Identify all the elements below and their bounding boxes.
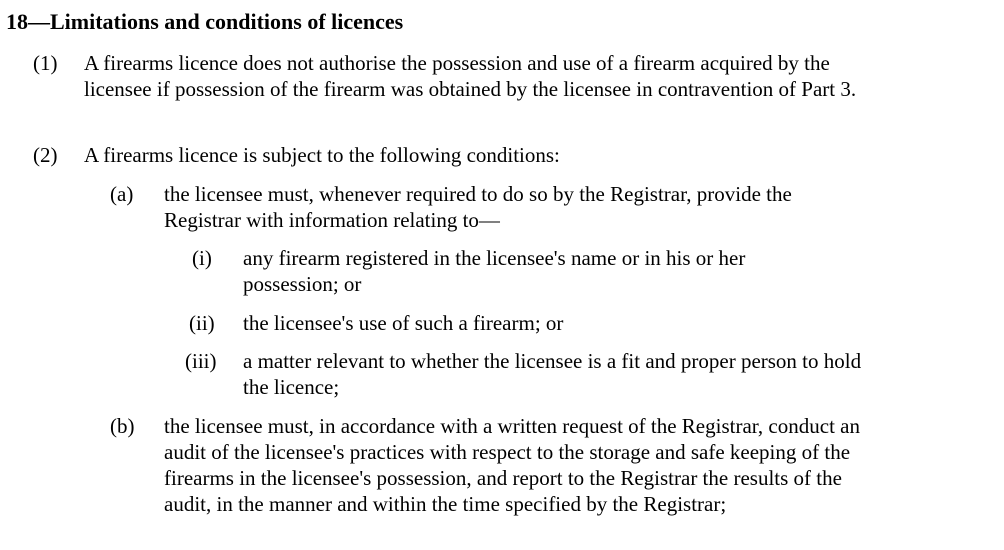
paragraph-b-text: the licensee must, in accordance with a written request of the Registrar, conduct an audit of the licensee's practices with respect to the storage and safe keeping of the firearms in the licensee's possession, and report to the Registrar the results of the audit, in the manner and within the time specified by the Registrar; xyxy=(164,414,860,516)
subsection-2-number: (2) xyxy=(33,143,58,167)
subsection-1-text: A firearms licence does not authorise the possession and use of a firearm acquired by the licensee if possession of the firearm was obtained by the licensee in contravention of Part 3. xyxy=(84,51,857,101)
subsection-2-text: A firearms licence is subject to the following conditions: xyxy=(84,143,560,167)
subparagraph-ii-text: the licensee's use of such a firearm; or xyxy=(243,311,564,335)
subparagraph-i-number: (i) xyxy=(192,246,212,270)
subparagraph-ii-number: (ii) xyxy=(189,311,215,335)
section-heading: 18—Limitations and conditions of licences xyxy=(6,9,404,34)
subparagraph-iii-number: (iii) xyxy=(185,349,217,373)
subsection-1-number: (1) xyxy=(33,51,58,75)
subparagraph-i-text: any firearm registered in the licensee's name or in his or her possession; or xyxy=(243,246,746,296)
paragraph-a-text: the licensee must, whenever required to do so by the Registrar, provide the Registrar with information relating to— xyxy=(164,182,792,232)
paragraph-a-number: (a) xyxy=(110,182,134,206)
subparagraph-iii-text: a matter relevant to whether the licensee is a fit and proper person to hold the licence; xyxy=(243,349,862,399)
paragraph-b-number: (b) xyxy=(110,414,135,438)
